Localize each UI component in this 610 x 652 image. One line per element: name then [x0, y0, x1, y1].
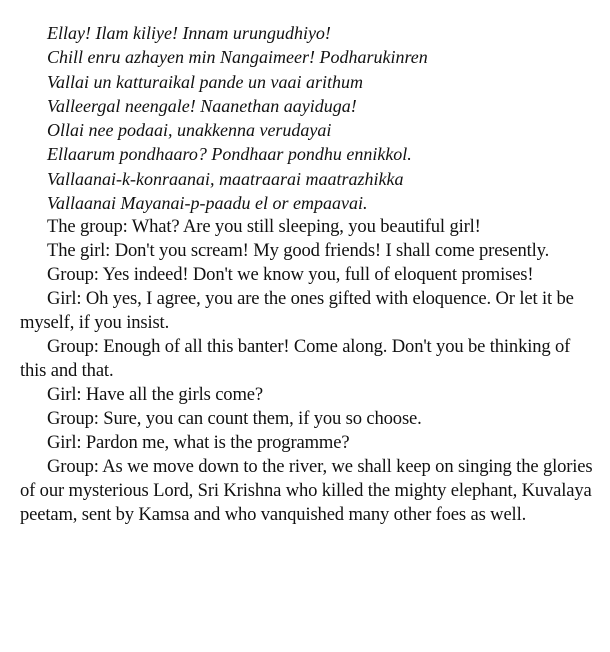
english-translation [20, 215, 596, 527]
dialogue-paragraph: Group: Yes indeed! Don't we know you, full of eloquent promises! [47, 264, 534, 285]
dialogue-paragraph: The girl: Don't you scream! My good friends! I shall come presently. [47, 240, 550, 261]
dialogue-paragraph: Group: Sure, you can count them, if you so choose. [47, 408, 422, 429]
verse-line: Chill enru azhayen min Nangaimeer! Podharukinren [47, 47, 428, 68]
dialogue-paragraph: The group: What? Are you still sleeping, you beautiful girl! [47, 216, 481, 237]
dialogue-paragraph: Group: Enough of all this banter! Come along. Don't you be thinking of this and that. [20, 336, 571, 381]
dialogue-paragraph: Girl: Have all the girls come? [47, 384, 263, 405]
verse-line: Vallai un katturaikal pande un vaai arithum [47, 71, 363, 92]
verse-line: Ellay! Ilam kiliye! Innam urungudhiyo! [47, 23, 331, 43]
verse-line: Ollai nee podaai, unakkenna verudayai [47, 120, 332, 141]
dialogue-paragraph: Girl: Pardon me, what is the programme? [47, 432, 350, 453]
verse-line: Vallaanai-k-konraanai, maatraarai maatrazhikka [47, 168, 404, 189]
dialogue-paragraph: Girl: Oh yes, I agree, you are the ones gifted with eloquence. Or let it be myself, if you insist. [20, 288, 574, 333]
verse-line: Ellaarum pondhaaro? Pondhaar pondhu ennikkol. [47, 144, 412, 165]
dialogue-paragraph: Group: As we move down to the river, we shall keep on singing the glories of our mysterious Lord, Sri Krishna who killed the mighty elephant, Kuvalaya peetam, sent by Kamsa and who vanquished many other foes as well. [20, 456, 593, 525]
tamil-verse [47, 21, 428, 215]
verse-line: Vallaanai Mayanai-p-paadu el or empaavai. [47, 193, 368, 214]
verse-line: Valleergal neengale! Naanethan aayiduga! [47, 95, 357, 116]
